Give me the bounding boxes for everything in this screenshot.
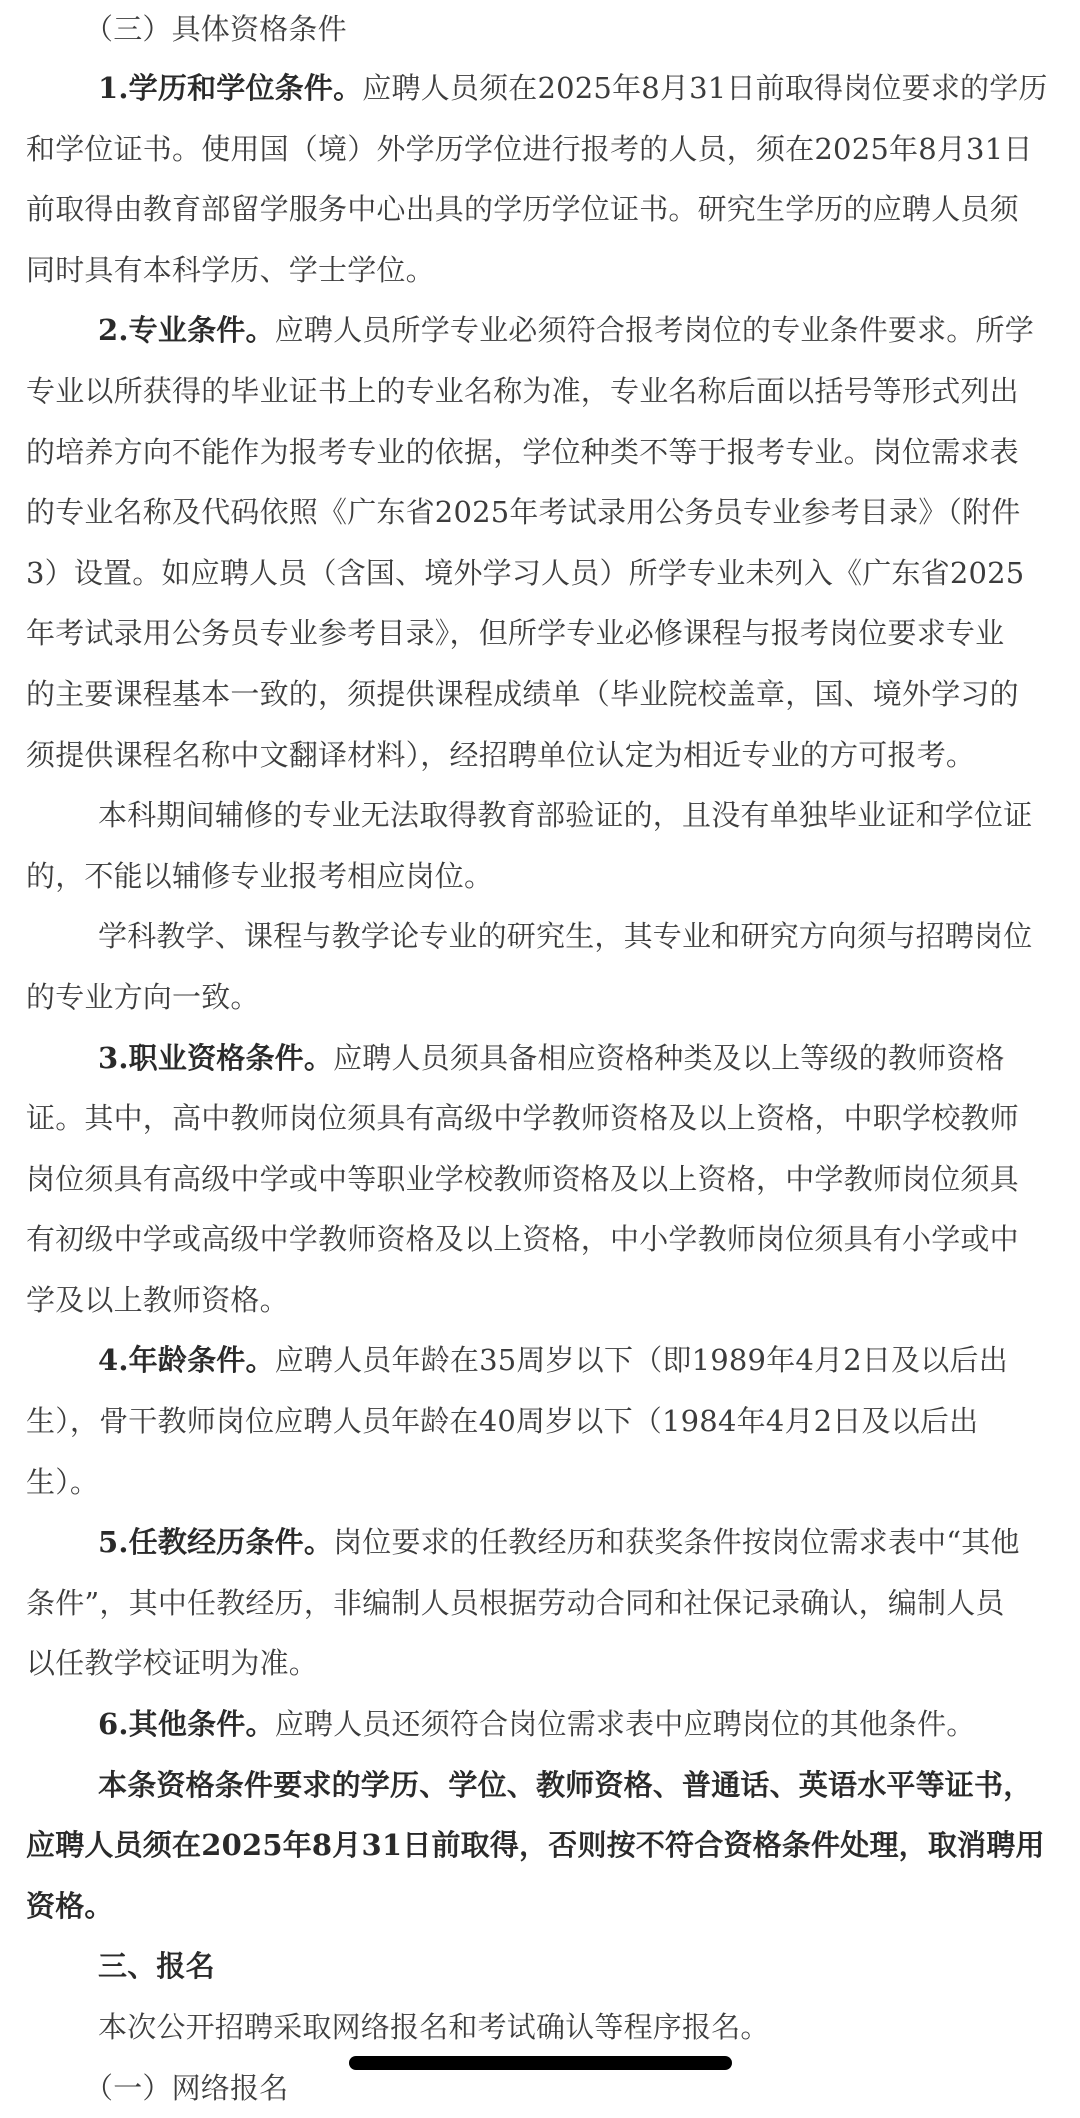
- paragraph-line: 本科期间辅修的专业无法取得教育部验证的，且没有单独毕业证和学位证: [98, 798, 1033, 833]
- paragraph-line: 须提供课程名称中文翻译材料），经招聘单位认定为相近专业的方可报考。: [26, 737, 976, 772]
- bold-notice-line: 应聘人员须在2025年8月31日前取得，否则按不符合资格条件处理，取消聘用: [26, 1828, 1045, 1863]
- paragraph-line: 的主要课程基本一致的，须提供课程成绩单（毕业院校盖章，国、境外学习的: [26, 676, 1019, 711]
- paragraph-line: 生），骨干教师岗位应聘人员年龄在40周岁以下（1984年4月2日及以后出: [26, 1404, 979, 1439]
- paragraph-line: 3.职业资格条件。应聘人员须具备相应资格种类及以上等级的教师资格: [98, 1040, 1005, 1075]
- paragraph-line: 的专业名称及代码依照《广东省2025年考试录用公务员专业参考目录》（附件: [26, 495, 1021, 530]
- paragraph-line: 的，不能以辅修专业报考相应岗位。: [26, 858, 494, 893]
- section-heading: （一）网络报名: [84, 2070, 289, 2105]
- section-heading: 三、报名: [98, 1949, 215, 1984]
- paragraph-line: 学及以上教师资格。: [26, 1282, 289, 1317]
- paragraph-line: 有初级中学或高级中学教师资格及以上资格，中小学教师岗位须具有小学或中: [26, 1222, 1019, 1257]
- paragraph-line: 和学位证书。使用国（境）外学历学位进行报考的人员，须在2025年8月31日: [26, 131, 1033, 166]
- paragraph-line: 5.任教经历条件。岗位要求的任教经历和获奖条件按岗位需求表中“其他: [98, 1525, 1020, 1560]
- paragraph-line: 证。其中，高中教师岗位须具有高级中学教师资格及以上资格，中职学校教师: [26, 1101, 1019, 1136]
- paragraph-line: 本次公开招聘采取网络报名和考试确认等程序报名。: [98, 2010, 770, 2044]
- paragraph-line: 年考试录用公务员专业参考目录》，但所学专业必修课程与报考岗位要求专业: [26, 616, 1005, 651]
- paragraph-line: 岗位须具有高级中学或中等职业学校教师资格及以上资格，中学教师岗位须具: [26, 1161, 1019, 1196]
- bold-notice-line: 本条资格条件要求的学历、学位、教师资格、普通话、英语水平等证书，: [98, 1767, 1033, 1802]
- paragraph-line: 2.专业条件。应聘人员所学专业必须符合报考岗位的专业条件要求。所学: [98, 313, 1034, 348]
- paragraph-line: 同时具有本科学历、学士学位。: [26, 252, 435, 287]
- paragraph-line: 的专业方向一致。: [26, 979, 260, 1014]
- section-heading: （三）具体资格条件: [84, 12, 347, 46]
- home-indicator[interactable]: [349, 2056, 732, 2070]
- paragraph-line: 4.年龄条件。应聘人员年龄在35周岁以下（即1989年4月2日及以后出: [98, 1343, 1008, 1378]
- paragraph-line: 以任教学校证明为准。: [26, 1646, 319, 1681]
- bold-notice-line: 资格。: [26, 1888, 114, 1923]
- document-body: [26, 0, 1054, 2118]
- paragraph-line: 1.学历和学位条件。应聘人员须在2025年8月31日前取得岗位要求的学历: [98, 71, 1048, 105]
- paragraph-line: 生）。: [26, 1464, 100, 1499]
- paragraph-line: 前取得由教育部留学服务中心出具的学历学位证书。研究生学历的应聘人员须: [26, 192, 1019, 227]
- paragraph-line: 条件”，其中任教经历，非编制人员根据劳动合同和社保记录确认，编制人员: [26, 1585, 1005, 1620]
- paragraph-line: 3）设置。如应聘人员（含国、境外学习人员）所学专业未列入《广东省2025: [26, 555, 1025, 590]
- paragraph-line: 专业以所获得的毕业证书上的专业名称为准，专业名称后面以括号等形式列出: [26, 373, 1019, 408]
- paragraph-line: 6.其他条件。应聘人员还须符合岗位需求表中应聘岗位的其他条件。: [98, 1707, 976, 1742]
- paragraph-line: 的培养方向不能作为报考专业的依据，学位种类不等于报考专业。岗位需求表: [26, 434, 1019, 469]
- paragraph-line: 学科教学、课程与教学论专业的研究生，其专业和研究方向须与招聘岗位: [98, 919, 1033, 954]
